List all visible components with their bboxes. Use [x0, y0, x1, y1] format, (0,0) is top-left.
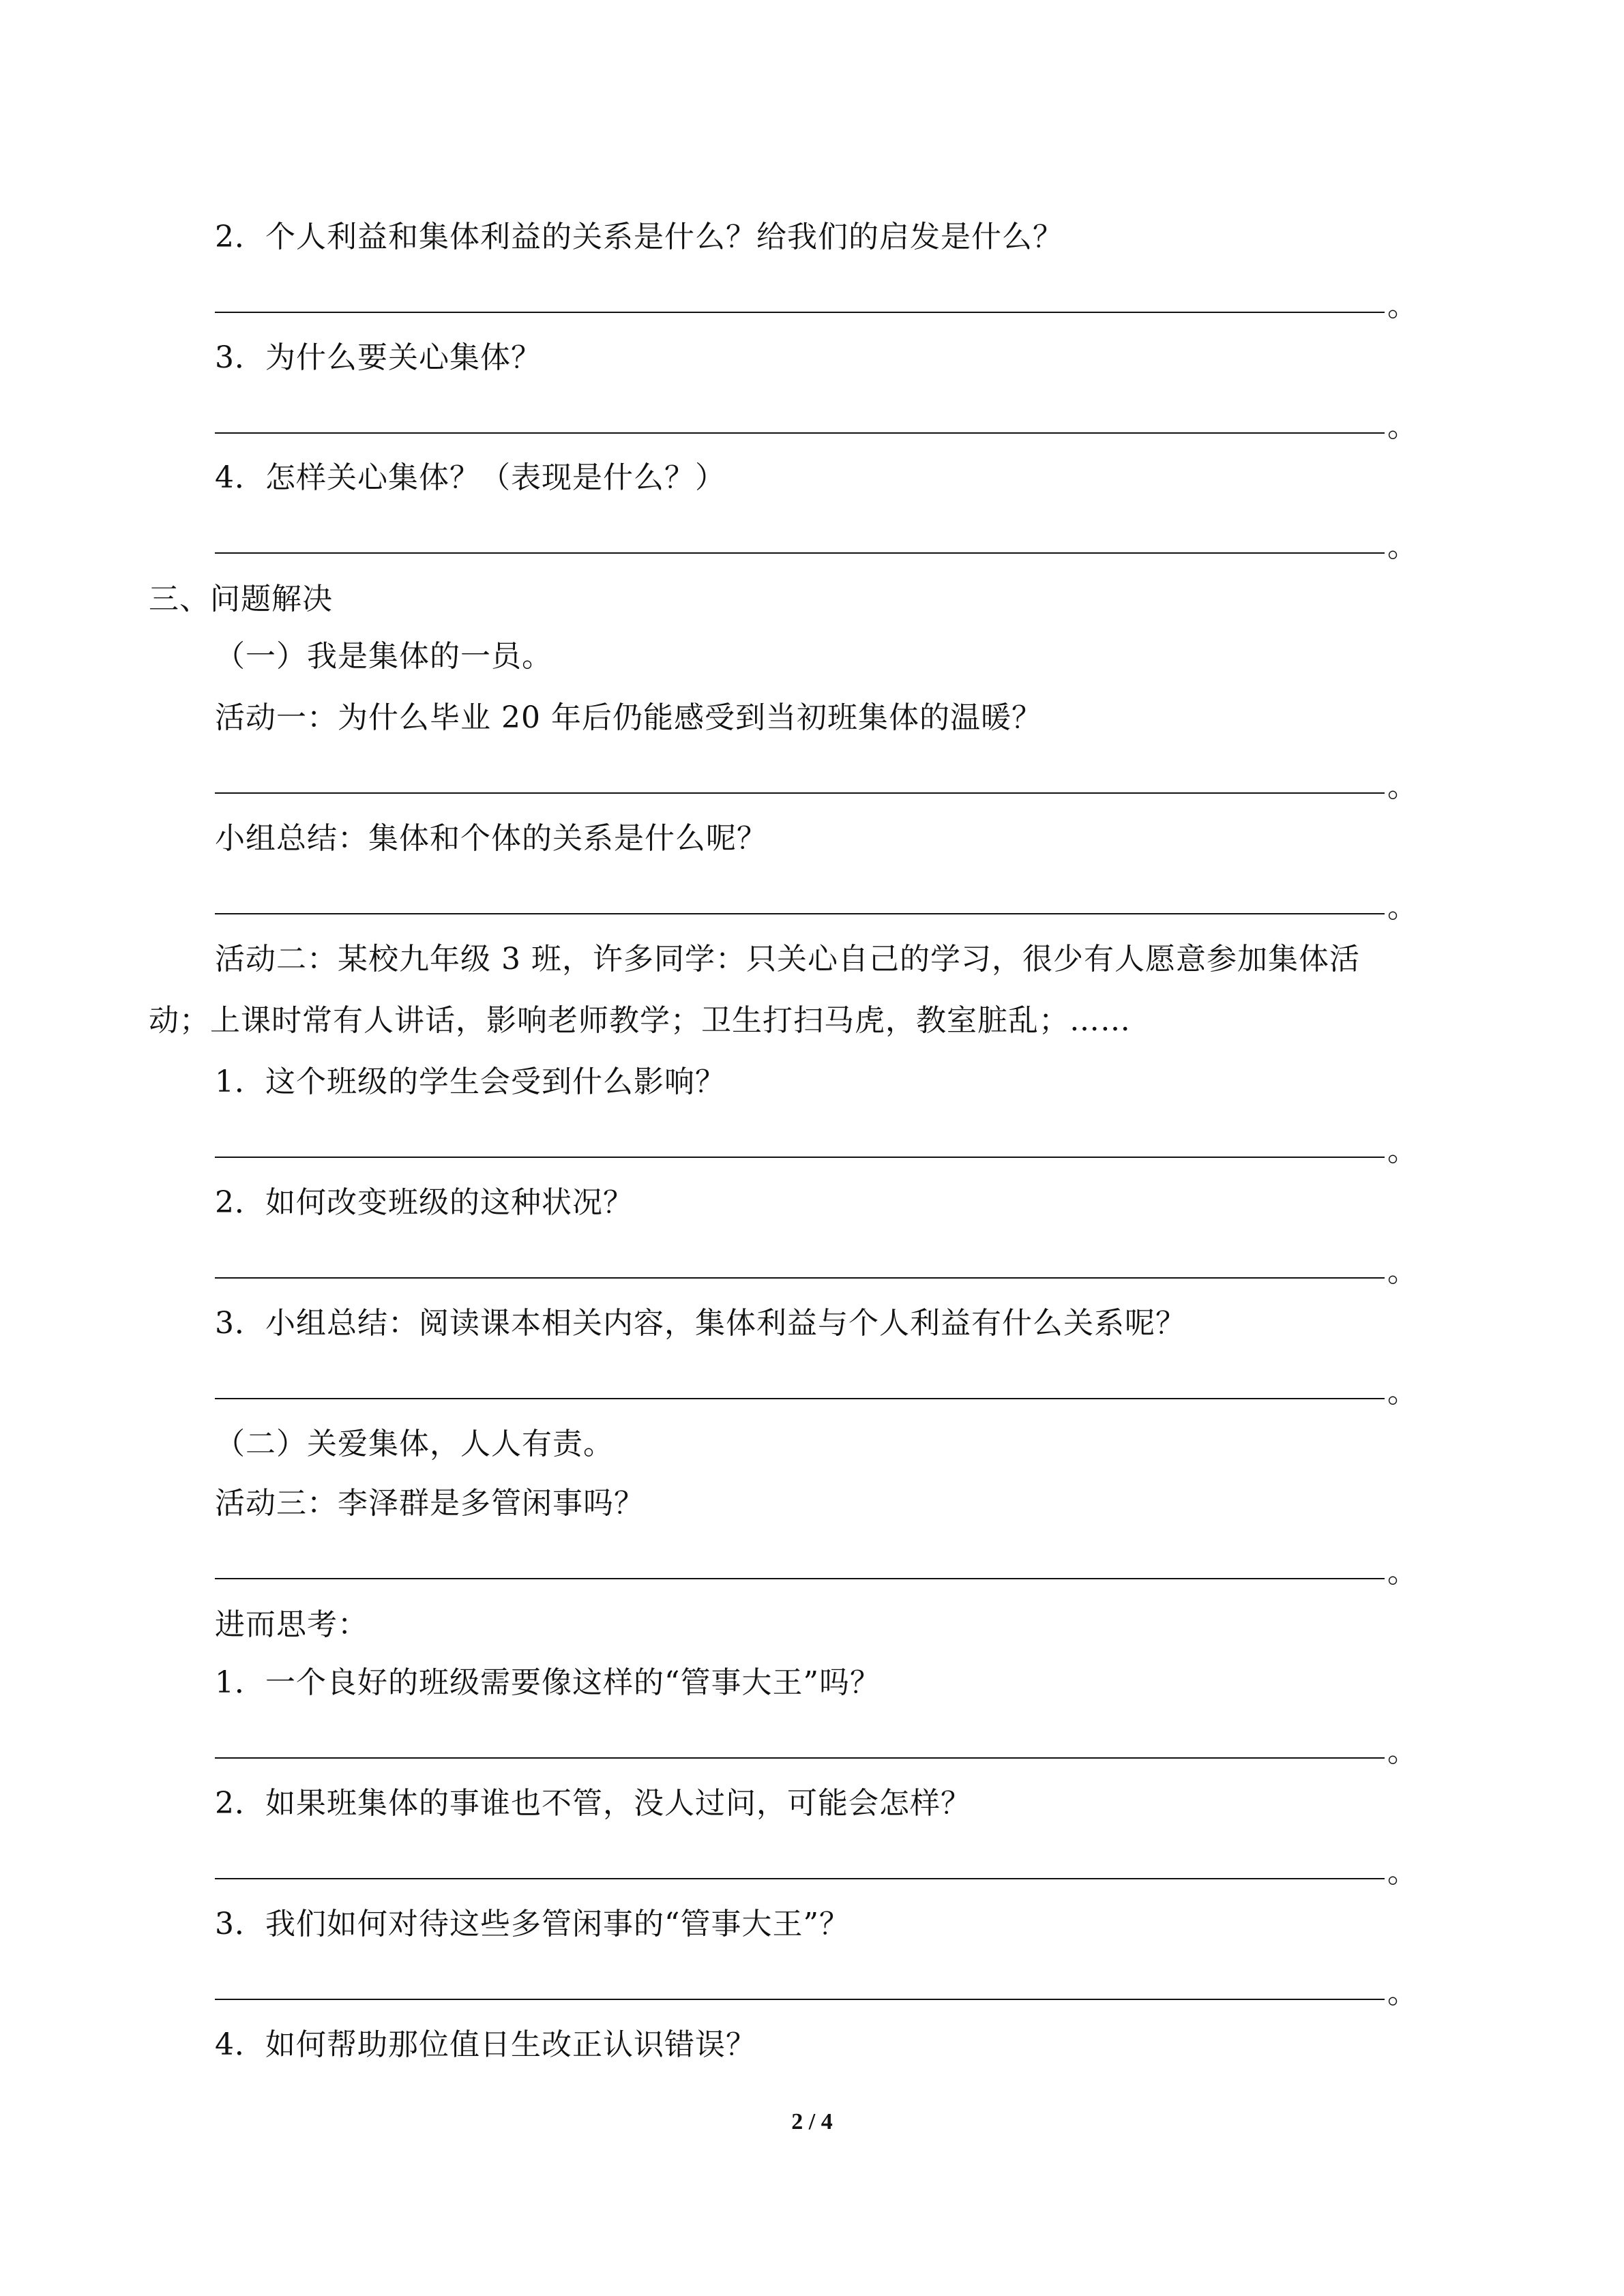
activity-3: 活动三：李泽群是多管闲事吗？ [215, 1486, 645, 1521]
activity-2-question-2: 2．如何改变班级的这种状况？ [215, 1185, 634, 1220]
full-stop: 。 [1387, 1855, 1417, 1890]
question-3-why-care: 3．为什么要关心集体？ [215, 340, 542, 375]
answer-line[interactable] [215, 756, 1613, 804]
full-stop: 。 [1387, 1375, 1417, 1410]
answer-line[interactable] [215, 1962, 1613, 2010]
subsection-heading-care: （二）关爱集体，人人有责。 [215, 1427, 614, 1461]
full-stop: 。 [1387, 1734, 1417, 1769]
answer-line[interactable] [215, 516, 1613, 564]
full-stop: 。 [1387, 890, 1417, 925]
subsection-heading-member: （一）我是集体的一员。 [215, 639, 552, 674]
further-question-3: 3．我们如何对待这些多管闲事的“管事大王”？ [215, 1907, 850, 1941]
answer-line[interactable] [215, 1541, 1613, 1590]
further-question-4: 4．如何帮助那位值日生改正认识错误？ [215, 2027, 756, 2062]
page-number: 2 / 4 [791, 2109, 833, 2134]
further-question-2: 2．如果班集体的事谁也不管，没人过问，可能会怎样？ [215, 1786, 971, 1821]
full-stop: 。 [1387, 769, 1417, 804]
question-2-relationship: 2．个人利益和集体利益的关系是什么？给我们的启发是什么？ [215, 220, 1063, 254]
full-stop: 。 [1387, 1976, 1417, 2010]
activity-2-question-3: 3．小组总结：阅读课本相关内容，集体利益与个人利益有什么关系呢？ [215, 1306, 1186, 1341]
answer-line[interactable] [215, 1120, 1613, 1168]
further-question-1: 1．一个良好的班级需要像这样的“管事大王”吗？ [215, 1665, 881, 1700]
section-heading-problem-solving: 三、问题解决 [149, 582, 333, 616]
full-stop: 。 [1387, 1254, 1417, 1289]
full-stop: 。 [1387, 529, 1417, 564]
group-summary: 小组总结：集体和个体的关系是什么呢？ [215, 821, 767, 856]
activity-2-line-1: 活动二：某校九年级 3 班，许多同学：只关心自己的学习，很少有人愿意参加集体活 [215, 942, 1360, 976]
answer-line[interactable] [215, 1720, 1613, 1769]
answer-line[interactable] [215, 1361, 1613, 1410]
answer-line[interactable] [215, 876, 1613, 925]
answer-line[interactable] [215, 1841, 1613, 1890]
answer-line[interactable] [215, 275, 1613, 323]
activity-1: 活动一：为什么毕业 20 年后仍能感受到当初班集体的温暖？ [215, 700, 1042, 735]
further-thinking-label: 进而思考： [215, 1607, 368, 1642]
full-stop: 。 [1387, 288, 1417, 323]
full-stop: 。 [1387, 1133, 1417, 1168]
activity-2-line-2: 动；上课时常有人讲话，影响老师教学；卫生打扫马虎，教室脏乱；…… [149, 1003, 1131, 1038]
question-4-how-care: 4．怎样关心集体？（表现是什么？） [215, 460, 726, 495]
full-stop: 。 [1387, 1555, 1417, 1590]
answer-line[interactable] [215, 396, 1613, 444]
activity-2-question-1: 1．这个班级的学生会受到什么影响？ [215, 1064, 726, 1099]
answer-line[interactable] [215, 1240, 1613, 1289]
full-stop: 。 [1387, 409, 1417, 444]
